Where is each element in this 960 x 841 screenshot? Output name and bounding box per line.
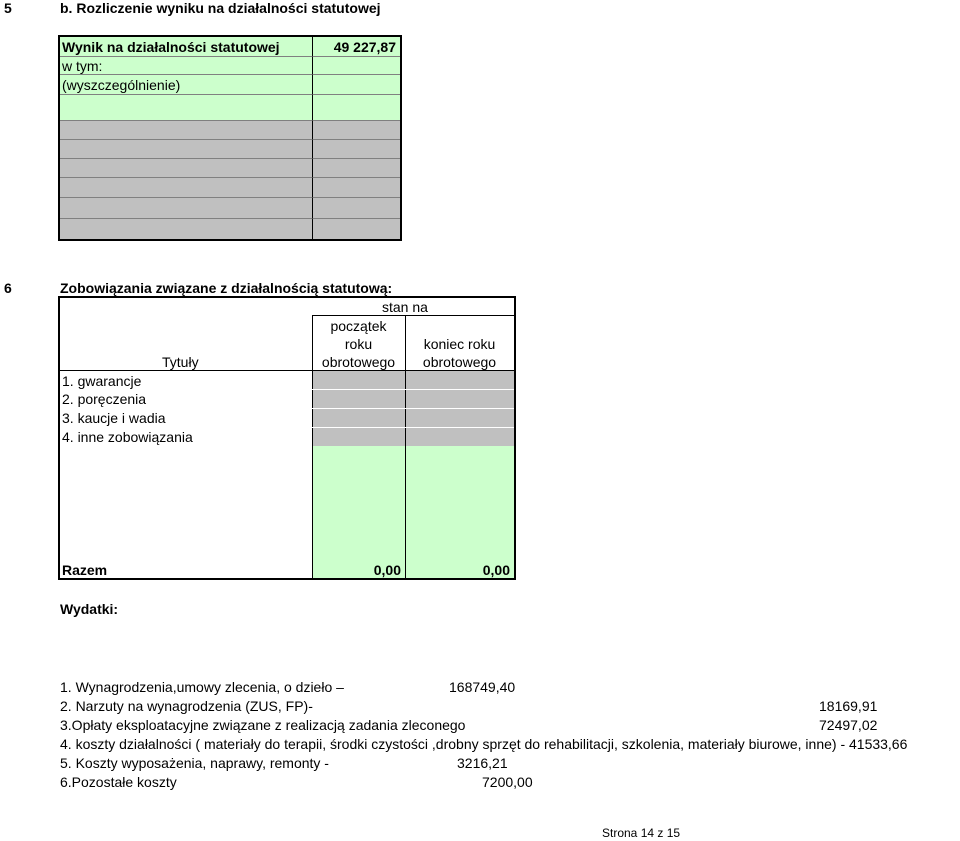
empty-row: [60, 95, 312, 121]
expenses-title: Wydatki:: [60, 601, 119, 617]
section-5-title: b. Rozliczenie wyniku na działalności statutowej: [60, 0, 381, 16]
expense-item-4: 4. koszty działalności ( materiały do terapii, środki czystości ,drobny sprzęt do rehabilitacji, szkolenia, materiały biurowe, inne) - 41533,66: [60, 736, 908, 752]
empty-row-value: [312, 121, 400, 140]
expense-value-6: 7200,00: [482, 774, 533, 790]
empty-row-value: [312, 95, 400, 121]
total-start: 0,00: [373, 562, 401, 578]
start-green-area: [312, 446, 405, 578]
page-number: Strona 14 z 15: [602, 826, 681, 840]
row-label-other: 4. inne zobowiązania: [62, 429, 193, 445]
row-sep: [312, 427, 514, 428]
expense-item-5: 5. Koszty wyposażenia, naprawy, remonty -: [60, 755, 329, 771]
liabilities-table: [58, 296, 516, 580]
header-stan-na: stan na: [382, 299, 428, 315]
expense-item-6: 6.Pozostałe koszty: [60, 774, 177, 790]
in-that-cell: [60, 57, 312, 75]
header-start-2: roku: [344, 336, 373, 352]
expense-item-1: 1. Wynagrodzenia,umowy zlecenia, o dzieło –: [60, 679, 344, 695]
row-label-deposits: 3. kaucje i wadia: [62, 410, 166, 426]
expense-value-1: 168749,40: [449, 679, 516, 695]
result-table: [58, 35, 402, 241]
empty-row: [60, 178, 312, 198]
detail-value-cell: [312, 75, 400, 95]
header-start-3: obrotowego: [321, 354, 396, 370]
empty-row-value: [312, 219, 400, 239]
header-end-1: koniec roku: [423, 336, 496, 352]
end-green-area: [405, 446, 514, 578]
detail-cell: [60, 75, 312, 95]
result-label-cell: [60, 37, 312, 57]
expense-item-2: 2. Narzuty na wynagrodzenia (ZUS, FP)-: [60, 698, 313, 714]
expense-item-3: 3.Opłaty eksploatacyjne związane z realizacją zadania zleconego: [60, 717, 466, 733]
expense-value-5: 3216,21: [457, 755, 508, 771]
result-label: Wynik na działalności statutowej: [62, 39, 280, 55]
in-that-label: w tym:: [62, 58, 103, 74]
in-that-value-cell: [312, 57, 400, 75]
empty-row-value: [312, 198, 400, 219]
result-value-cell: [312, 37, 400, 57]
result-value: 49 227,87: [333, 39, 396, 55]
detail-label: (wyszczególnienie): [62, 77, 181, 93]
empty-row: [60, 198, 312, 219]
row-sep: [312, 389, 514, 390]
expense-value-3: 72497,02: [819, 717, 878, 733]
section-5-number: 5: [4, 0, 12, 16]
empty-row: [60, 159, 312, 178]
total-end: 0,00: [482, 562, 510, 578]
header-end-2: obrotowego: [422, 354, 497, 370]
total-label: Razem: [62, 562, 108, 578]
header-divider: [312, 315, 514, 316]
empty-row-value: [312, 159, 400, 178]
row-label-sureties: 2. poręczenia: [62, 391, 147, 407]
expense-value-2: 18169,91: [819, 698, 878, 714]
header-titles: Tytuły: [162, 354, 199, 370]
row-sep: [312, 408, 514, 409]
empty-row: [60, 140, 312, 159]
row-label-guarantees: 1. gwarancje: [62, 373, 142, 389]
section-6-number: 6: [4, 280, 12, 296]
empty-row-value: [312, 140, 400, 159]
empty-row: [60, 219, 312, 239]
section-6-title: Zobowiązania związane z działalnością statutową:: [60, 280, 393, 296]
empty-row: [60, 121, 312, 140]
header-start-1: początek: [330, 318, 387, 334]
empty-row-value: [312, 178, 400, 198]
